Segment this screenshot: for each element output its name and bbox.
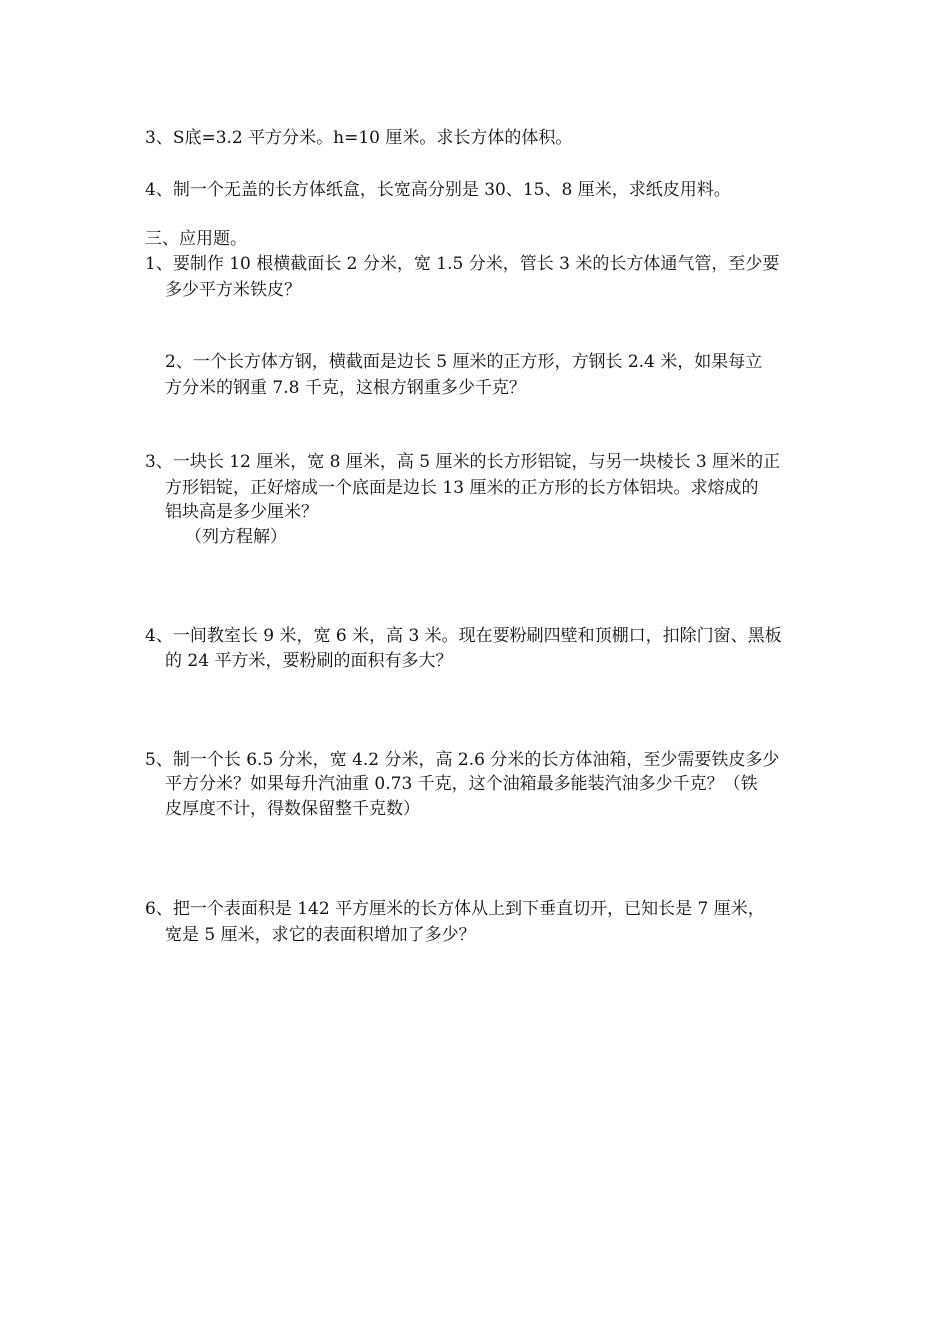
problem-2-line-1: 2、一个长方体方钢，横截面是边长 5 厘米的正方形，方钢长 2.4 米，如果每立 [165, 352, 763, 372]
problem-4-line-1: 4、一间教室长 9 米，宽 6 米，高 3 米。现在要粉刷四壁和顶棚口，扣除门窗、黑板 [145, 626, 782, 646]
problem-5-line-3: 皮厚度不计，得数保留整千克数） [165, 799, 420, 819]
problem-5-line-1: 5、制一个长 6.5 分米，宽 4.2 分米，高 2.6 分米的长方体油箱，至少需要铁皮多少 [145, 750, 780, 770]
problem-6-line-2: 宽是 5 厘米，求它的表面积增加了多少？ [165, 925, 476, 945]
problem-3-line-2: 方形铝锭，正好熔成一个底面是边长 13 厘米的正方形的长方体铝块。求熔成的 [165, 478, 759, 498]
problem-1-line-1: 1、要制作 10 根横截面长 2 分米，宽 1.5 分米，管长 3 米的长方体通气管，至少要 [145, 254, 780, 274]
problem-1-line-2: 多少平方米铁皮？ [165, 280, 301, 300]
problem-3-note: （列方程解） [185, 527, 287, 547]
problem-4-line-2: 的 24 平方米，要粉刷的面积有多大？ [165, 651, 453, 671]
problem-3-line-3: 铝块高是多少厘米？ [165, 502, 318, 522]
problem-2-line-2: 方分米的钢重 7.8 千克，这根方钢重多少千克？ [165, 378, 526, 398]
calc-item-3: 3、S底=3.2 平方分米。h=10 厘米。求长方体的体积。 [145, 128, 573, 148]
calc-item-4: 4、制一个无盖的长方体纸盒，长宽高分别是 30、15、8 厘米，求纸皮用料。 [145, 180, 731, 200]
problem-3-line-1: 3、一块长 12 厘米，宽 8 厘米，高 5 厘米的长方形铝锭，与另一块棱长 3 厘米的正 [145, 452, 781, 472]
problem-6-line-1: 6、把一个表面积是 142 平方厘米的长方体从上到下垂直切开，已知长是 7 厘米， [145, 899, 765, 919]
problem-5-line-2: 平方分米？如果每升汽油重 0.73 千克，这个油箱最多能装汽油多少千克？（铁 [165, 774, 758, 794]
section-title: 三、应用题。 [145, 229, 247, 249]
